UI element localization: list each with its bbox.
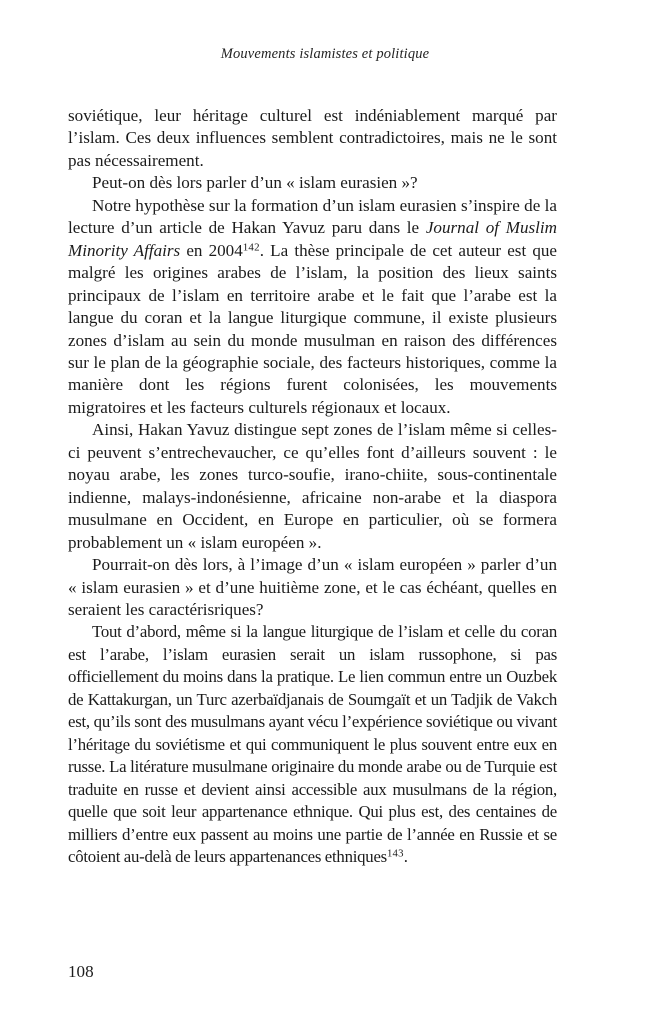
page-number: 108 [68,962,94,981]
paragraph-6 [68,621,557,868]
paragraph-4 [68,419,557,554]
journal-title: Journal of Muslim Minority Affairs [68,218,557,260]
paragraph-5 [68,554,557,621]
paragraph-1-text: soviétique, leur héritage culturel est indéniablement marqué par l’islam. Ces deux influences semblent contradictoires, mais ne le sont pas nécessairement. [68,106,557,170]
paragraph-6-text: Tout d’abord, même si la langue liturgique de l’islam et celle du coran est l’arabe, l’islam eurasien serait un islam russophone, si pas officiellement du moins dans la pratique. Le lien commun entre un Ouzbek de Kattakurgan, un Turc azerbaïdjanais de Soumgaït et un Tadjik de Vakch est, qu’ils sont des musulmans ayant vécu l’expérience soviétique ou vivant l’héritage du soviétisme et qui communiquent le plus souvent entre eux en russe. La litérature musulmane originaire du monde arabe ou de Turquie est traduite en russe et devient ainsi accessible aux musulmans de la région, quelle que soit leur appartenance ethnique. Qui plus est, des centaines de milliers d’entre eux passent au moins une partie de l’année en Russie et se côtoient au-delà de leurs appartenances ethniques [68,622,557,866]
paragraph-5-text: Pourrait-on dès lors, à l’image d’un « islam européen » parler d’un « islam eurasien » et d’une huitième zone, et le cas échéant, quelles en seraient les caractérisriques? [68,555,557,619]
paragraph-3-text-before-title: Notre hypothèse sur la formation d’un islam eurasien s’inspire de la lecture d’un article de Hakan Yavuz paru dans le [68,195,557,238]
paragraph-2 [68,172,557,194]
footnote-marker-143: 143 [386,847,404,860]
paragraph-2-text: Peut-on dès lors parler d’un « islam eurasien »? [92,173,418,193]
footnote-marker-142: 142 [242,241,260,254]
paragraph-3 [68,195,557,420]
paragraph-3-year-lead-in: en 2004 [180,240,243,260]
running-head: Mouvements islamistes et politique [220,46,430,62]
paragraph-3-text-after-title: . La thèse principale de cet auteur est que malgré les origines arabes de l’islam, la position des lieux saints principaux de l’islam en territoire arabe et le fait que l’arabe est la langue du coran et la langue liturgique commune, il existe plusieurs zones d’islam au sein du monde musulman en raison des différences sur le plan de la géographie sociale, des facteurs historiques, comme la manière dont les régions furent colonisées, les mouvements migratoires et les facteurs culturels régionaux et locaux. [68,240,557,417]
body-text-column [68,105,557,868]
paragraph-6-terminator: . [403,846,408,866]
paragraph-1 [68,105,557,172]
paragraph-4-text: Ainsi, Hakan Yavuz distingue sept zones de l’islam même si celles-ci peuvent s’entrechevaucher, ce qu’elles font d’ailleurs souvent : le noyau arabe, les zones turco-soufie, irano-chiite, sous-continentale indienne, malays-indonésienne, africaine non-arabe et la diaspora musulmane en Occident, en Europe en particulier, où se formera probablement un « islam européen ». [68,420,557,552]
